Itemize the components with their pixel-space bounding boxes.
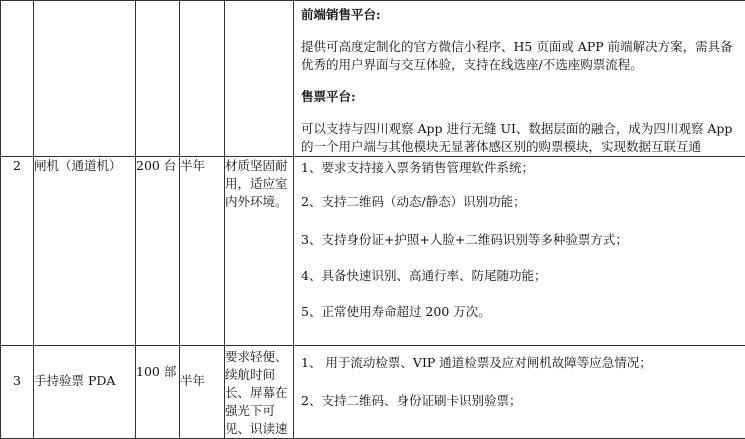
row3-content	[294, 346, 745, 439]
row1-requirement	[225, 1, 294, 157]
row2-content	[294, 157, 745, 346]
row2-num: 2	[1, 157, 34, 346]
row2-period: 半年	[180, 157, 225, 346]
list-item: 4、具备快速识别、高通行率、防尾随功能；	[301, 267, 739, 285]
frontend-body: 提供可高度定制化的官方微信小程序、H5 页面或 APP 前端解决方案，需具备优秀的用户界面与交互体验，支持在线选座/不选座购票流程。	[301, 38, 739, 74]
row1-num	[1, 1, 34, 157]
row1-content	[294, 1, 745, 157]
list-item: 3、支持身份证+护照+人脸+二维码识别等多种验票方式；	[301, 231, 739, 249]
row2-requirement: 材质坚固耐用，适应室内外环境。	[225, 157, 294, 346]
row3-period: 半年	[180, 346, 225, 439]
row2-qty: 200 台	[136, 157, 180, 346]
row1-qty	[136, 1, 180, 157]
row1-name	[34, 1, 136, 157]
list-item: 2、支持二维码（动态/静态）识别功能；	[301, 193, 739, 211]
list-item: 5、正常使用寿命超过 200 万次。	[301, 303, 739, 321]
row2-name: 闸机（通道机）	[34, 157, 136, 346]
table-row	[1, 157, 745, 346]
row3-qty: 100 部	[136, 346, 180, 439]
row3-name: 手持验票 PDA	[34, 346, 136, 439]
heading-ticketing: 售票平台:	[301, 88, 739, 106]
list-item: 2、支持二维码、身份证刷卡识别验票；	[301, 392, 739, 410]
heading-frontend: 前端销售平台:	[301, 6, 739, 24]
ticketing-body: 可以支持与四川观察 App 进行无缝 UI、数据层面的融合，成为四川观察 App 的一个用户端与其他模块无显著体感区别的购票模块，实现数据互联互通	[301, 120, 739, 156]
table-row	[1, 1, 745, 157]
row1-period	[180, 1, 225, 157]
list-item: 1、 用于流动检票、VIP 通道检票及应对闸机故障等应急情况；	[301, 354, 739, 372]
row3-num: 3	[1, 346, 34, 439]
table-row	[1, 346, 745, 439]
row3-requirement: 要求轻便、续航时间长、屏幕在强光下可见、识读速	[225, 346, 294, 439]
list-item: 1、要求支持接入票务销售管理软件系统；	[301, 159, 739, 177]
